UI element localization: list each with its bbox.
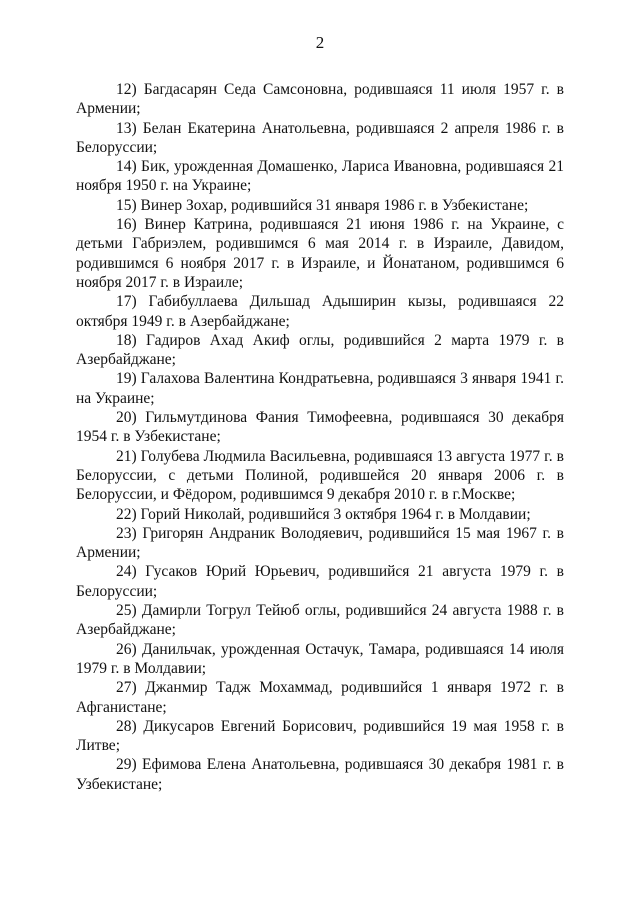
list-item-23: 23) Григорян Андраник Володяевич, родившийся 15 мая 1967 г. в Армении;	[76, 524, 564, 562]
entries-list	[76, 80, 564, 794]
list-item-17: 17) Габибуллаева Дильшад Адыширин кызы, родившаяся 22 октября 1949 г. в Азербайджане;	[76, 293, 564, 330]
list-item-24: 24) Гусаков Юрий Юрьевич, родившийся 21 августа 1979 г. в Белоруссии;	[76, 563, 564, 600]
list-item-19: 19) Галахова Валентина Кондратьевна, родившаяся 3 января 1941 г. на Украине;	[76, 370, 564, 407]
list-item-14: 14) Бик, урожденная Домашенко, Лариса Ивановна, родившаяся 21 ноября 1950 г. на Украине;	[76, 158, 564, 195]
list-item-18: 18) Гадиров Ахад Акиф оглы, родившийся 2 марта 1979 г. в Азербайджане;	[76, 331, 564, 369]
list-item-20: 20) Гильмутдинова Фания Тимофеевна, родившаяся 30 декабря 1954 г. в Узбекистане;	[76, 409, 564, 446]
list-item-12: 12) Багдасарян Седа Самсоновна, родившаяся 11 июля 1957 г. в Армении;	[76, 81, 564, 118]
list-item-15: 15) Винер Зохар, родившийся 31 января 1986 г. в Узбекистане;	[116, 196, 529, 214]
list-item-26: 26) Данильчак, урожденная Остачук, Тамара, родившаяся 14 июля 1979 г. в Молдавии;	[76, 640, 564, 677]
list-item-29: 29) Ефимова Елена Анатольевна, родившаяся 30 декабря 1981 г. в Узбекистане;	[76, 756, 564, 793]
list-item-22: 22) Горий Николай, родившийся 3 октября 1964 г. в Молдавии;	[116, 505, 531, 523]
list-item-13: 13) Белан Екатерина Анатольевна, родившаяся 2 апреля 1986 г. в Белоруссии;	[76, 119, 564, 156]
list-item-21: 21) Голубева Людмила Васильевна, родившаяся 13 августа 1977 г. в Белоруссии, с детьми Полиной, родившейся 20 января 2006 г. в Белоруссии, и Фёдором, родившимся 9 декабря 2010 г. в г.Москве;	[76, 447, 564, 504]
page-number: 2	[315, 33, 325, 52]
list-item-27: 27) Джанмир Тадж Мохаммад, родившийся 1 января 1972 г. в Афганистане;	[76, 679, 564, 716]
list-item-28: 28) Дикусаров Евгений Борисович, родившийся 19 мая 1958 г. в Литве;	[76, 717, 564, 755]
list-item-16: 16) Винер Катрина, родившаяся 21 июня 1986 г. на Украине, с детьми Габриэлем, родившимся 6 мая 2014 г. в Израиле, Давидом, родившимся 6 ноября 2017 г. в Израиле, и Йонатаном, родившимся 6 ноября 2017 г. в Израиле;	[76, 216, 564, 291]
list-item-25: 25) Дамирли Тогрул Тейюб оглы, родившийся 24 августа 1988 г. в Азербайджане;	[76, 602, 564, 639]
